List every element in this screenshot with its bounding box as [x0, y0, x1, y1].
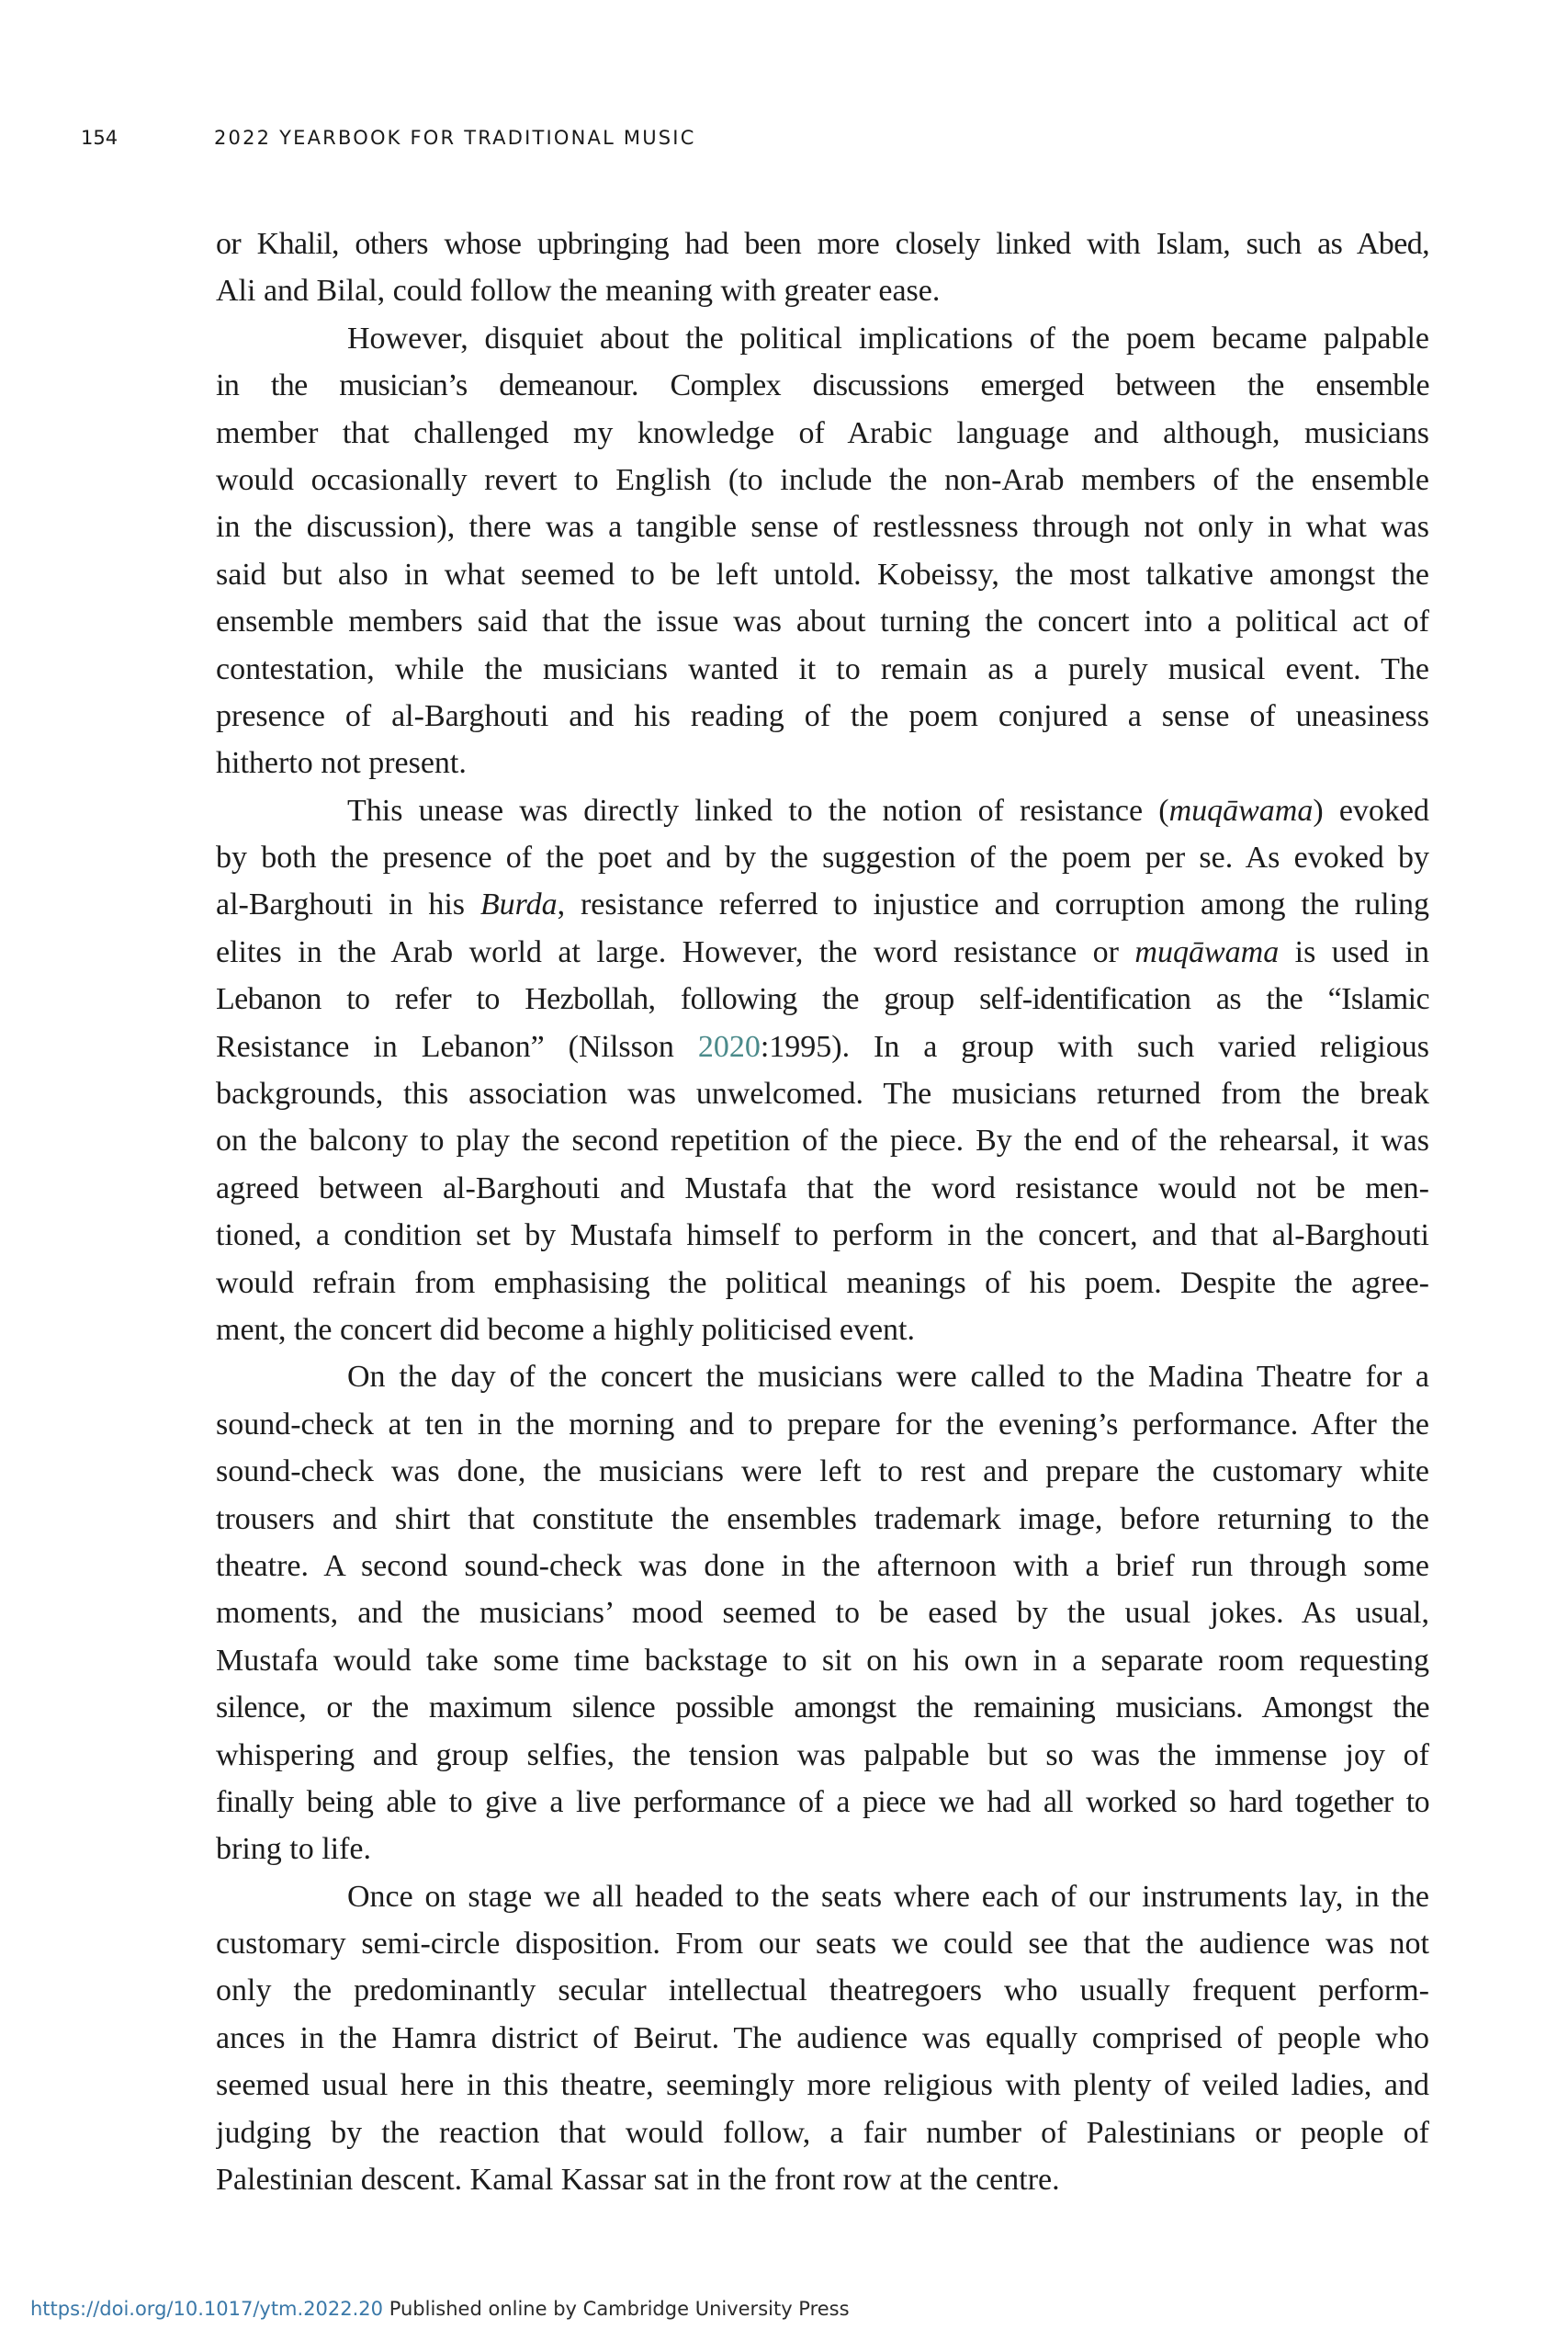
- text-line: [216, 1070, 1429, 1117]
- text-run: This unease was directly linked to the notion of resistance (: [347, 793, 1169, 828]
- text-run: Lebanon to refer to Hezbollah, following the group self-identification as the “Islamic: [216, 982, 1429, 1017]
- text-run: Resistance in Lebanon” (Nilsson: [216, 1029, 698, 1064]
- text-line: [216, 220, 1429, 267]
- text-run: judging by the reaction that would follow, a fair number of Palestinians or people of: [216, 2115, 1429, 2150]
- text-line: [216, 1732, 1429, 1779]
- italic-term: muqāwama: [1134, 934, 1280, 969]
- text-line: [216, 1401, 1429, 1448]
- text-run: , resistance referred to injustice and corruption among the ruling: [557, 888, 1429, 922]
- text-run: ) evoked: [1313, 793, 1429, 828]
- text-line: [216, 1873, 1429, 1920]
- text-run: by both the presence of the poet and by the suggestion of the poem per se. As evoked by: [216, 841, 1429, 876]
- text-run: sound-check was done, the musicians were left to rest and prepare the customary white: [216, 1454, 1429, 1489]
- text-line: [216, 1589, 1429, 1636]
- text-run: finally being able to give a live performance of a piece we had all worked so hard together to: [216, 1784, 1429, 1819]
- text-run: said but also in what seemed to be left untold. Kobeissy, the most talkative amongst the: [216, 557, 1429, 592]
- text-line: [216, 976, 1429, 1023]
- text-run: would occasionally revert to English (to include the non-Arab members of the ensemble: [216, 462, 1429, 497]
- text-run: theatre. A second sound-check was done in the afternoon with a brief run through some: [216, 1548, 1429, 1583]
- text-line: [216, 410, 1429, 457]
- text-line: [216, 1117, 1429, 1164]
- text-run: only the predominantly secular intellectual theatregoers who usually frequent perform-: [216, 1973, 1429, 2008]
- text-run: silence, or the maximum silence possible amongst the remaining musicians. Amongst the: [216, 1690, 1429, 1725]
- paragraph: [216, 1353, 1429, 1872]
- text-run: al-Barghouti in his: [216, 888, 480, 922]
- text-line: [216, 787, 1429, 834]
- text-run: member that challenged my knowledge of Arabic language and although, musicians: [216, 415, 1429, 450]
- text-line: [216, 646, 1429, 693]
- text-run: tioned, a condition set by Mustafa himself to perform in the concert, and that al-Barghouti: [216, 1218, 1429, 1253]
- journal-title: 2022 YEARBOOK FOR TRADITIONAL MUSIC: [214, 127, 696, 149]
- article-body: [216, 220, 1429, 2203]
- text-line: [216, 362, 1429, 409]
- text-run: However, disquiet about the political implications of the poem became palpable: [347, 321, 1429, 356]
- text-line: [216, 881, 1429, 928]
- text-run: Mustafa would take some time backstage to sit on his own in a separate room requesting: [216, 1643, 1429, 1678]
- doi-link[interactable]: https://doi.org/10.1017/ytm.2022.20: [30, 2298, 384, 2320]
- text-run: Once on stage we all headed to the seats where each of our instruments lay, in the: [347, 1879, 1429, 1914]
- text-run: or Khalil, others whose upbringing had been more closely linked with Islam, such as Abed,: [216, 227, 1429, 261]
- text-line: [216, 2062, 1429, 2109]
- text-line: [216, 929, 1429, 976]
- text-line: [216, 2015, 1429, 2062]
- paragraph: [216, 1873, 1429, 2204]
- publisher-note: Published online by Cambridge University Press: [383, 2298, 850, 2320]
- text-run: elites in the Arab world at large. However, the word resistance or: [216, 934, 1135, 969]
- text-run: in the musician’s demeanour. Complex discussions emerged between the ensemble: [216, 368, 1429, 403]
- text-line: [216, 551, 1429, 598]
- text-run: presence of al-Barghouti and his reading of the poem conjured a sense of uneasiness: [216, 698, 1429, 733]
- text-line: [216, 2109, 1429, 2156]
- citation-link[interactable]: 2020: [697, 1029, 761, 1064]
- text-run: sound-check at ten in the morning and to prepare for the evening’s performance. After the: [216, 1407, 1429, 1442]
- text-run: would refrain from emphasising the political meanings of his poem. Despite the agree-: [216, 1265, 1429, 1300]
- text-line: [216, 1306, 1429, 1353]
- text-run: customary semi-circle disposition. From our seats we could see that the audience was not: [216, 1927, 1429, 1962]
- text-run: bring to life.: [216, 1832, 372, 1867]
- text-line: [216, 503, 1429, 550]
- italic-term: muqāwama: [1168, 793, 1314, 828]
- text-run: moments, and the musicians’ mood seemed to be eased by the usual jokes. As usual,: [216, 1596, 1429, 1631]
- text-run: seemed usual here in this theatre, seemingly more religious with plenty of veiled ladies, and: [216, 2068, 1429, 2103]
- text-run: ances in the Hamra district of Beirut. The audience was equally comprised of people who: [216, 2020, 1429, 2055]
- text-line: [216, 1826, 1429, 1872]
- text-run: backgrounds, this association was unwelcomed. The musicians returned from the break: [216, 1077, 1429, 1112]
- text-run: agreed between al-Barghouti and Mustafa that the word resistance would not be men-: [216, 1170, 1429, 1205]
- text-line: [216, 1496, 1429, 1543]
- text-run: Palestinian descent. Kamal Kassar sat in the front row at the centre.: [216, 2163, 1060, 2198]
- text-line: [216, 598, 1429, 645]
- paragraph: [216, 220, 1429, 315]
- text-line: [216, 1353, 1429, 1400]
- text-line: [216, 1637, 1429, 1684]
- text-line: [216, 1779, 1429, 1826]
- italic-term: Burda: [479, 888, 558, 922]
- text-run: hitherto not present.: [216, 746, 467, 781]
- text-line: [216, 315, 1429, 362]
- text-line: [216, 1684, 1429, 1731]
- text-line: [216, 1543, 1429, 1589]
- text-line: [216, 1212, 1429, 1259]
- page-number: 154: [81, 127, 118, 149]
- text-line: [216, 1920, 1429, 1967]
- text-run: in the discussion), there was a tangible sense of restlessness through not only in what was: [216, 510, 1429, 545]
- text-run: :1995). In a group with such varied religious: [760, 1029, 1429, 1064]
- paragraph: [216, 787, 1429, 1354]
- running-head: [81, 127, 696, 149]
- text-run: On the day of the concert the musicians were called to the Madina Theatre for a: [347, 1360, 1429, 1395]
- paragraph: [216, 315, 1429, 787]
- text-line: [216, 1023, 1429, 1070]
- text-run: on the balcony to play the second repetition of the piece. By the end of the rehearsal, it was: [216, 1124, 1429, 1159]
- text-line: [216, 1967, 1429, 2014]
- text-run: Ali and Bilal, could follow the meaning with greater ease.: [216, 274, 941, 309]
- text-line: [216, 834, 1429, 881]
- text-line: [216, 1165, 1429, 1212]
- text-line: [216, 693, 1429, 740]
- text-run: trousers and shirt that constitute the ensembles trademark image, before returning to the: [216, 1501, 1429, 1536]
- footer: [30, 2298, 850, 2320]
- text-run: whispering and group selfies, the tension was palpable but so was the immense joy of: [216, 1737, 1429, 1772]
- text-line: [216, 1448, 1429, 1495]
- text-run: contestation, while the musicians wanted it to remain as a purely musical event. The: [216, 651, 1429, 686]
- text-run: ment, the concert did become a highly politicised event.: [216, 1312, 915, 1347]
- text-line: [216, 740, 1429, 786]
- text-run: ensemble members said that the issue was about turning the concert into a political act of: [216, 605, 1429, 639]
- text-line: [216, 2156, 1429, 2203]
- text-line: [216, 267, 1429, 314]
- text-run: is used in: [1279, 934, 1429, 969]
- text-line: [216, 457, 1429, 503]
- text-line: [216, 1260, 1429, 1306]
